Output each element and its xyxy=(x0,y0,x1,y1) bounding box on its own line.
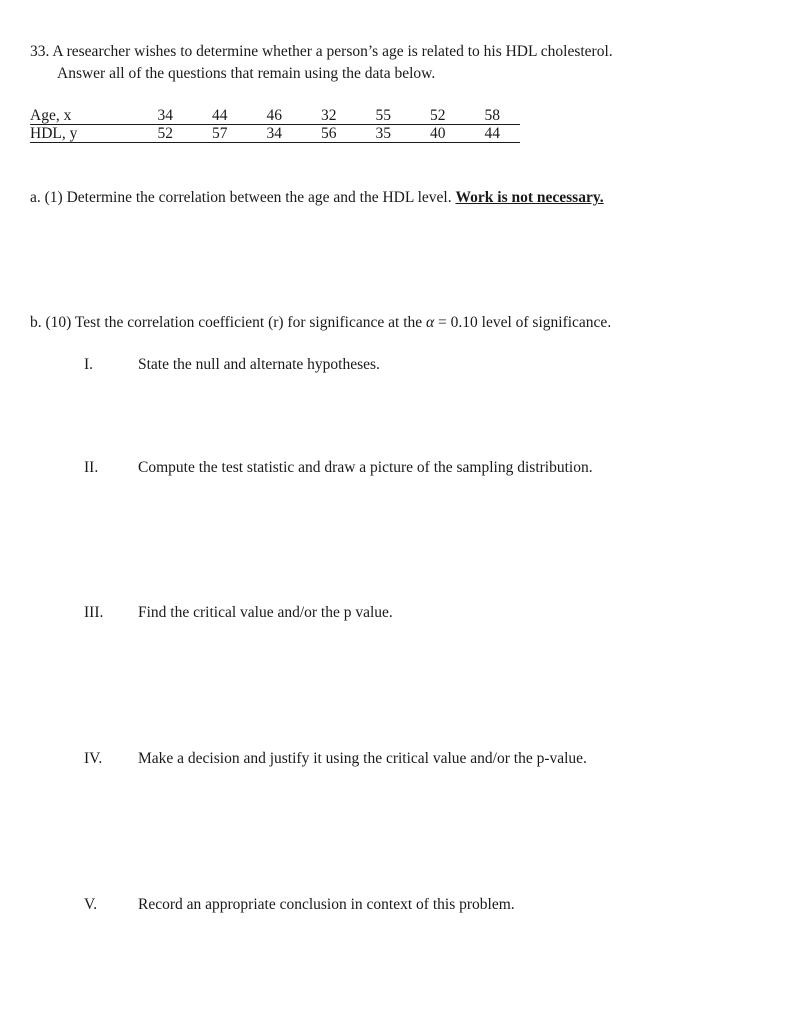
step-number: V. xyxy=(84,896,98,913)
age-value: 44 xyxy=(193,107,248,125)
question-text-line-1: 33. A researcher wishes to determine whether a person’s age is related to his HDL cholesterol. xyxy=(30,43,613,60)
age-label: Age, x xyxy=(30,107,138,125)
hdl-value: 56 xyxy=(302,125,357,143)
hdl-value: 35 xyxy=(356,125,411,143)
age-value: 52 xyxy=(411,107,466,125)
table-row-hdl xyxy=(30,125,520,143)
step-text: State the null and alternate hypotheses. xyxy=(138,356,380,373)
table-row-age xyxy=(30,107,520,125)
part-b-prefix: b. (10) Test the correlation coefficient (r) for significance at the xyxy=(30,314,427,331)
data-table xyxy=(30,107,520,143)
step-number: II. xyxy=(84,459,99,476)
alpha-symbol: α xyxy=(426,314,435,331)
hdl-value: 40 xyxy=(411,125,466,143)
part-a-text: a. (1) Determine the correlation between the age and the HDL level. xyxy=(30,189,456,206)
age-value: 55 xyxy=(356,107,411,125)
question-text-line-2: Answer all of the questions that remain using the data below. xyxy=(57,65,436,82)
hdl-value: 57 xyxy=(193,125,248,143)
part-b-suffix: = 0.10 level of significance. xyxy=(434,314,612,331)
part-a-prompt xyxy=(30,189,604,207)
age-value: 46 xyxy=(247,107,302,125)
age-value: 34 xyxy=(138,107,193,125)
hdl-value: 44 xyxy=(465,125,520,143)
hdl-value: 34 xyxy=(247,125,302,143)
age-value: 32 xyxy=(302,107,357,125)
part-b-prompt xyxy=(30,314,611,332)
step-number: I. xyxy=(84,356,94,373)
hdl-label: HDL, y xyxy=(30,125,138,143)
step-number: III. xyxy=(84,604,104,621)
step-text: Record an appropriate conclusion in context of this problem. xyxy=(138,896,515,913)
part-a-emphasis: Work is not necessary. xyxy=(455,189,604,206)
hdl-value: 52 xyxy=(138,125,193,143)
age-value: 58 xyxy=(465,107,520,125)
step-number: IV. xyxy=(84,750,103,767)
step-text: Compute the test statistic and draw a picture of the sampling distribution. xyxy=(138,459,593,476)
step-text: Find the critical value and/or the p value. xyxy=(138,604,393,621)
step-text: Make a decision and justify it using the critical value and/or the p-value. xyxy=(138,750,587,767)
